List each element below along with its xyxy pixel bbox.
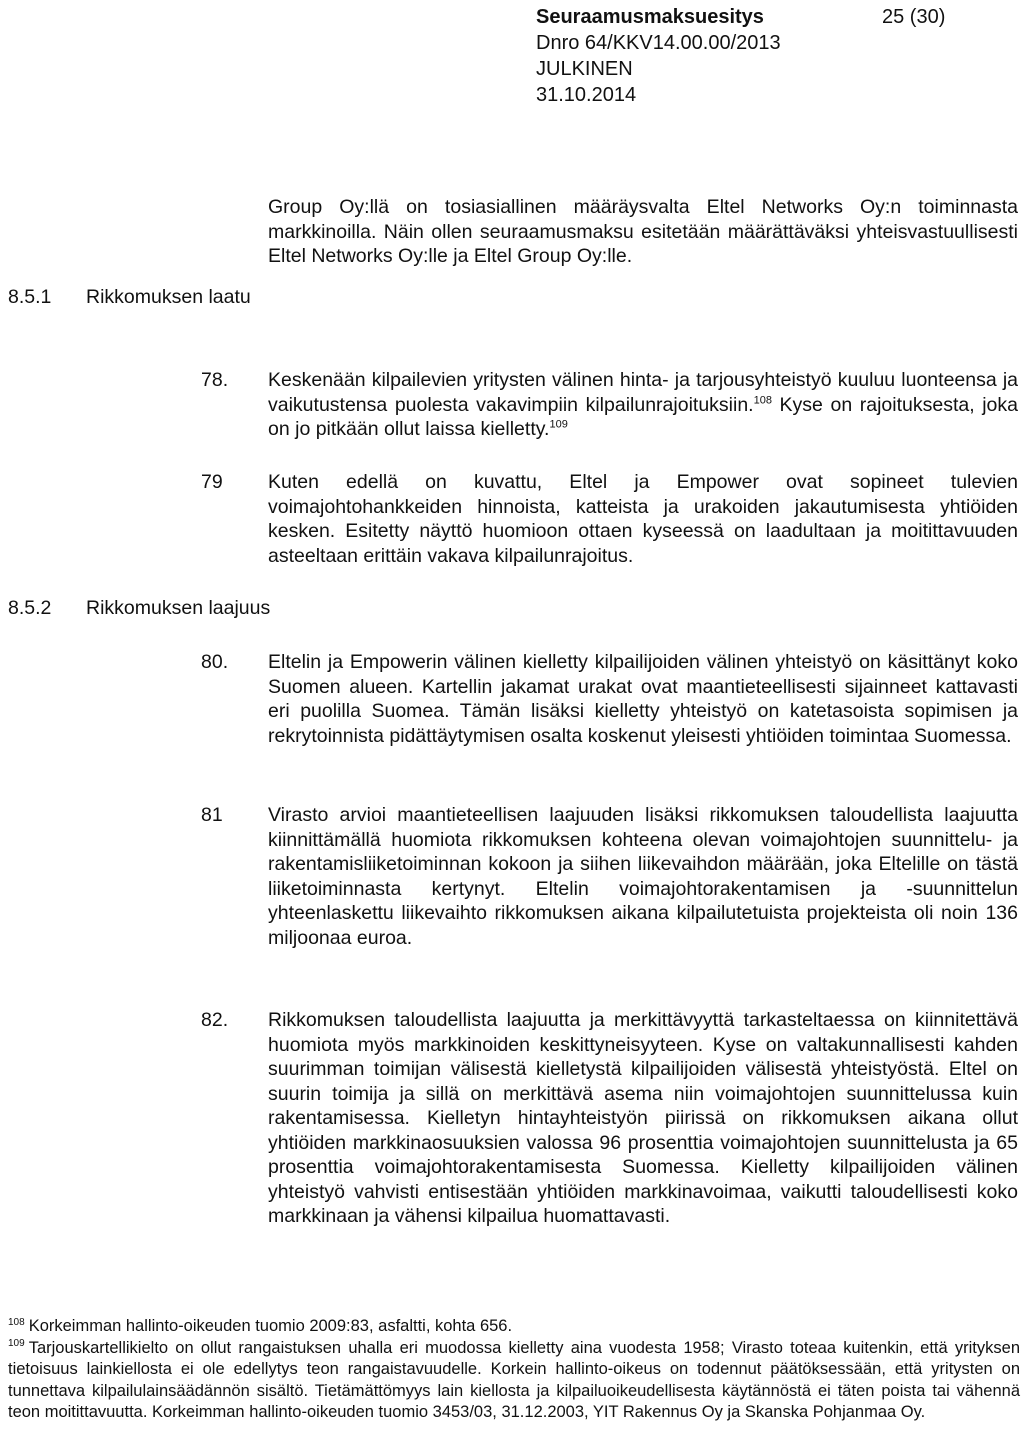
publicity-status: JULKINEN	[536, 58, 633, 80]
section-number: 8.5.2	[8, 597, 52, 619]
paragraph-79: Kuten edellä on kuvattu, Eltel ja Empower ovat sopineet tulevien voimajohtohankkeiden hinnoista, katteista ja urakoiden jakautumisesta yhtiöiden kesken. Esitetty näyttö huomioon ottaen kyseessä on laadultaan ja moitittavuuden asteeltaan erittäin vakava kilpailunrajoitus.	[268, 471, 1018, 567]
intro-paragraph: Group Oy:llä on tosiasiallinen määräysvalta Eltel Networks Oy:n toiminnasta markkinoilla. Näin ollen seuraamusmaksu esitetään määrättäväksi yhteisvastuullisesti Eltel Networks Oy:lle ja Eltel Group Oy:lle.	[268, 196, 1018, 267]
footnote-ref-108[interactable]: 108	[753, 394, 772, 406]
paragraph-number-82: 82.	[201, 1009, 229, 1031]
section-heading-8-5-1	[8, 285, 251, 310]
diary-number: Dnro 64/KKV14.00.00/2013	[536, 32, 781, 54]
paragraph-82: Rikkomuksen taloudellista laajuutta ja merkittävyyttä tarkasteltaessa on kiinnitettävä huomiota myös markkinoiden keskittyneisyyteen. Kyse on valtakunnallisesti kahden suurimman toimijan välisestä kielletystä kilpailijoiden välisestä yhteistyöstä. Eltel on suurin toimija ja sillä on merkittävä asema niin voimajohtojen suunnittelussa kuin rakentamisessa. Kielletyn hintayhteistyön piirissä on rikkomuksen aikana ollut yhtiöiden markkinaosuuksien valossa 96 prosenttia voimajohtojen suunnittelusta ja 65 prosenttia voimajohtorakentamisesta Suomessa. Kielletty kilpailijoiden välinen yhteistyö vahvisti entisestään yhtiöiden markkinavoimaa, vaikutti taloudellisesti koko markkinaan ja vähensi kilpailua huomattavasti.	[268, 1009, 1018, 1227]
footnote-text: Korkeimman hallinto-oikeuden tuomio 2009:83, asfaltti, kohta 656.	[28, 1317, 513, 1335]
footnote-number: 109	[8, 1338, 25, 1349]
footnote-number: 108	[8, 1316, 25, 1328]
paragraph-number-79: 79	[201, 471, 223, 493]
section-heading-8-5-2	[8, 596, 270, 621]
footnote-109	[8, 1338, 1020, 1424]
paragraph-78-text-b: Kyse on rajoituksesta, joka on jo pitkään ollut laissa kielletty.	[268, 393, 1018, 440]
footnote-ref-109[interactable]: 109	[549, 418, 568, 431]
section-title: Rikkomuksen laatu	[86, 286, 251, 308]
document-header	[536, 4, 1016, 108]
document-date: 31.10.2014	[536, 84, 637, 106]
paragraph-81: Virasto arvioi maantieteellisen laajuuden lisäksi rikkomuksen taloudellista laajuutta kiinnittämällä huomiota rikkomuksen kohteena olevan voimajohtojen suunnittelu- ja rakentamisliiketoiminnan kokoon ja siihen liikevaihdon määrään, joka Eltelille on tästä liiketoiminnasta kertynyt. Eltelin voimajohtorakentamisen ja -suunnittelun yhteenlaskettu liikevaihto rikkomuksen aikana kilpailutetuista projekteista oli noin 136 miljoonaa euroa.	[268, 804, 1018, 949]
paragraph-80: Eltelin ja Empowerin välinen kielletty kilpailijoiden välinen yhteistyö on käsittänyt koko Suomen alueen. Kartellin jakamat urakat ovat maantieteellisesti sijainneet kattavasti eri puolilla Suomea. Tämän lisäksi kielletty yhteistyö on katetasoista sopimisen ja rekrytoinnista pidättäytymisen osalta koskenut yleisesti yhtiöiden toimintaa Suomessa.	[268, 651, 1018, 747]
footnote-108	[8, 1316, 1020, 1338]
section-title: Rikkomuksen laajuus	[86, 597, 271, 619]
paragraph-number-78: 78.	[201, 369, 229, 391]
page-number: 25 (30)	[882, 6, 946, 28]
footnote-text: Tarjouskartellikielto on ollut rangaistuksen uhalla eri muodossa kielletty aina vuodesta 1958; Virasto toteaa kuitenkin, että yrityksen tietoisuus lainkiellosta ei ole edellytys teon rangaistavuudelle. Korkein hallinto-oikeus on todennut päätöksessään, että yritysten on tunnettava kilpailulainsäädännön sisältö. Tietämättömyys lain kiellosta ja kilpailuoikeudellisesta käytännöstä ei täten poista tai vähennä teon moitittavuutta. Korkeimman hallinto-oikeuden tuomio 3453/03, 31.12.2003, YIT Rakennus Oy ja Skanska Pohjanmaa Oy.	[8, 1338, 1020, 1421]
paragraph-number-80: 80.	[201, 651, 229, 673]
document-title: Seuraamusmaksuesitys	[536, 6, 764, 28]
paragraph-number-81: 81	[201, 804, 223, 826]
section-number: 8.5.1	[8, 286, 52, 308]
footnotes	[8, 1316, 1020, 1424]
paragraph-78	[268, 368, 1018, 442]
paragraph-78-text-a: Keskenään kilpailevien yritysten välinen hinta- ja tarjousyhteistyö kuuluu luonteensa ja vaikutustensa puolesta vakavimpiin kilpailunrajoituksiin.	[268, 369, 1018, 416]
